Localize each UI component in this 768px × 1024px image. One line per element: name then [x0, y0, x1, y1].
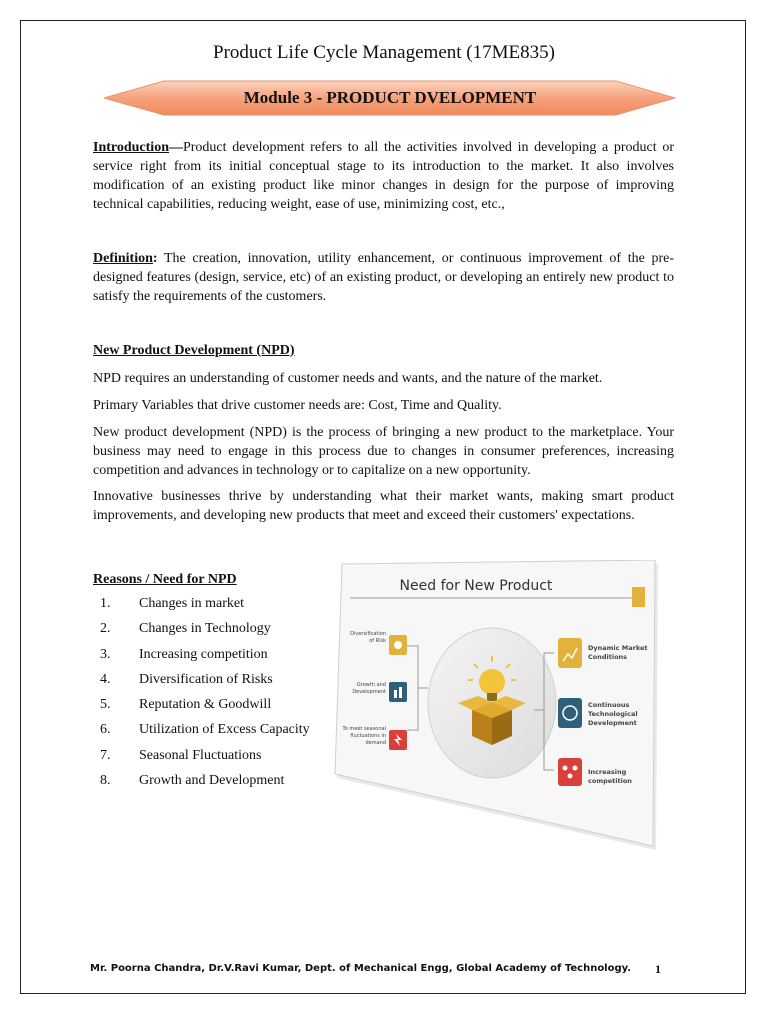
list-text: Utilization of Excess Capacity — [139, 722, 310, 738]
introduction-label: Introduction — [93, 140, 169, 155]
growth-icon-bar-2 — [399, 687, 402, 698]
npd-paragraph-1: NPD requires an understanding of customer needs and wants, and the nature of the market. — [93, 371, 603, 386]
list-number: 7. — [100, 747, 111, 763]
competition-icon-dot-1 — [563, 766, 568, 771]
list-text: Diversification of Risks — [139, 671, 273, 687]
growth-label-1: Growth and — [356, 682, 386, 688]
introduction-paragraph — [93, 138, 674, 214]
list-number: 2. — [100, 621, 111, 637]
introduction-text: Product development refers to all the activities involved in developing a product or service right from its initial conceptual stage to its introduction to the market. It also involves modification of an existing product like minor changes in design for the purpose of improving technical capabilities, reducing weight, ease of use, minimizing cost, etc., — [93, 140, 674, 212]
seasonal-label-2: fluctuations in — [350, 733, 386, 739]
list-item — [100, 722, 340, 747]
npd-heading — [93, 341, 674, 360]
list-number: 1. — [100, 596, 111, 611]
page-number: 1 — [655, 962, 661, 976]
document-title: Product Life Cycle Management (17ME835) — [213, 42, 555, 63]
module-title: Module 3 - PRODUCT DVELOPMENT — [243, 88, 537, 107]
definition-label: Definition — [93, 251, 153, 266]
list-text: Seasonal Fluctuations — [139, 747, 262, 763]
npd-paragraph-3: New product development (NPD) is the process of bringing a new product to the marketplace. Your business may need to engage in this process due to changes in consumer preferences, increasing competition and advances in technology or to capitalize on a new opportunity. — [93, 425, 674, 478]
continuous-tech-label-1: Continuous — [588, 701, 630, 709]
reasons-list — [100, 596, 340, 798]
diversification-icon-mark — [394, 641, 402, 649]
market-chart-icon — [558, 638, 582, 668]
list-number: 4. — [100, 671, 111, 687]
list-number: 5. — [100, 697, 111, 713]
diversification-label-2: of Risk — [369, 638, 386, 644]
technology-icon — [558, 698, 582, 728]
introduction-dash: — — [168, 140, 183, 155]
competition-label-1: Increasing — [588, 768, 627, 776]
competition-icon-dot-2 — [573, 766, 578, 771]
competition-icon-dot-3 — [568, 774, 573, 779]
continuous-tech-label-2: Technological — [588, 710, 638, 718]
list-number: 8. — [100, 773, 111, 789]
competition-label-2: competition — [588, 777, 632, 785]
growth-icon-bar-1 — [394, 690, 397, 698]
continuous-tech-item — [558, 698, 638, 728]
list-item — [100, 621, 340, 646]
footer-authors: Mr. Poorna Chandra, Dr.V.Ravi Kumar, Dept. of Mechanical Engg, Global Academy of Technology. — [90, 963, 632, 974]
seasonal-label-3: demand — [365, 740, 386, 746]
definition-text: The creation, innovation, utility enhancement, or continuous improvement of the pre-designed features (design, service, etc) of an existing product, or developing an entirely new product to satisfy the requirements of the customers. — [93, 251, 674, 304]
corner-tab — [632, 587, 645, 607]
continuous-tech-label-3: Development — [588, 719, 637, 727]
list-number: 6. — [100, 722, 111, 738]
competition-icon — [558, 758, 582, 786]
definition-paragraph — [93, 249, 674, 306]
list-text: Changes in Technology — [139, 621, 271, 637]
list-item — [100, 596, 340, 621]
list-item — [100, 697, 340, 722]
list-item — [100, 672, 340, 697]
list-text: Reputation & Goodwill — [139, 697, 272, 713]
reasons-heading — [93, 570, 333, 589]
growth-chart-icon — [389, 682, 407, 702]
list-text: Increasing competition — [139, 646, 268, 662]
module-banner — [104, 80, 676, 116]
npd-heading-text: New Product Development (NPD) — [93, 343, 295, 358]
diversification-label-1: Diversification — [350, 631, 386, 637]
need-for-new-product-figure — [322, 560, 667, 855]
list-text: Growth and Development — [139, 773, 285, 789]
list-text: Changes in market — [139, 596, 244, 611]
npd-paragraph-4: Innovative businesses thrive by understanding what their market wants, making smart product improvements, and developing new products that meet and exceed their customers' expectations. — [93, 489, 674, 523]
figure-title: Need for New Product — [399, 578, 553, 594]
definition-colon: : — [152, 251, 158, 266]
list-number: 3. — [100, 646, 111, 662]
dynamic-market-label-1: Dynamic Market — [588, 644, 648, 652]
reasons-heading-text: Reasons / Need for NPD — [93, 572, 237, 587]
seasonal-label-1: To meet seasonal — [342, 726, 386, 732]
npd-paragraph-2: Primary Variables that drive customer needs are: Cost, Time and Quality. — [93, 398, 502, 413]
list-item — [100, 773, 340, 798]
list-item — [100, 748, 340, 773]
list-item — [100, 647, 340, 672]
growth-label-2: Development — [352, 689, 386, 695]
dynamic-market-label-2: Conditions — [588, 653, 628, 661]
